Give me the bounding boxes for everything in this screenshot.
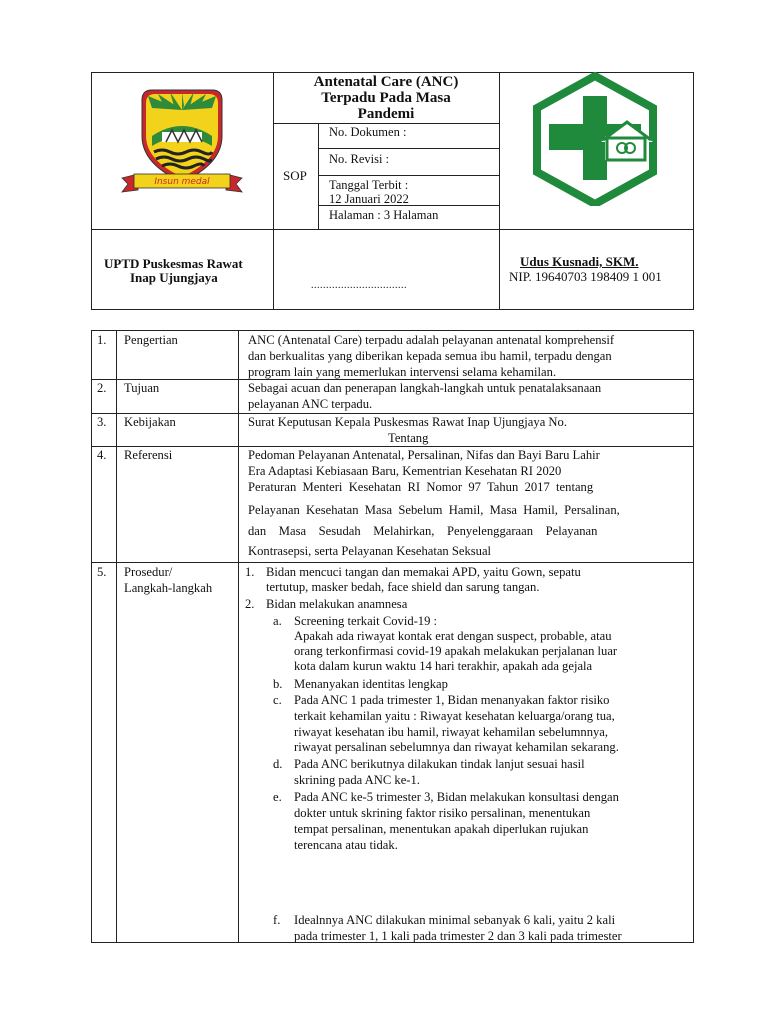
body-border-right	[693, 330, 694, 943]
substep-e-mark: e.	[273, 790, 282, 804]
logo-ribbon-text: Insun medal	[154, 177, 210, 187]
header-title-divider	[273, 123, 499, 124]
row-1-line-1: ANC (Antenatal Care) terpadu adalah pelayanan antenatal komprehensif	[248, 333, 615, 347]
org-name-line-1: UPTD Puskesmas Rawat	[104, 256, 243, 271]
substep-c-line-3: riwayat kesehatan ibu hamil, riwayat kehamilan sebelumnnya,	[294, 725, 609, 739]
signature-dots: ................................	[311, 280, 407, 291]
substep-b-line-1: Menanyakan identitas lengkap	[294, 677, 448, 691]
row-2-line-2: pelayanan ANC terpadu.	[248, 397, 373, 411]
row-5-label-line-1: Prosedur/	[124, 565, 173, 579]
row-1-number: 1.	[97, 333, 107, 347]
title-line-2: Terpadu Pada Masa	[321, 90, 451, 106]
substep-f-mark: f.	[273, 913, 281, 927]
header-border-right	[693, 72, 694, 310]
substep-b-mark: b.	[273, 677, 283, 691]
row-divider-2	[91, 413, 694, 414]
body-col-divider-2	[238, 330, 239, 943]
step-1-number: 1.	[245, 565, 255, 579]
row-2-label: Tujuan	[124, 381, 160, 395]
substep-a-line-4: kota dalam kurun waktu 14 hari terakhir, apakah ada gejala	[294, 659, 593, 673]
step-1-line-2: tertutup, masker bedah, face shield dan sarung tangan.	[266, 580, 540, 594]
substep-e-line-3: tempat persalinan, menentukan apakah diperlukan rujukan	[294, 822, 589, 836]
body-border-left	[91, 330, 92, 943]
head-name: Udus Kusnadi, SKM.	[520, 254, 639, 269]
row-4-line-1: Pedoman Pelayanan Antenatal, Persalinan, Nifas dan Bayi Baru Lahir	[248, 448, 600, 462]
step-1-line-1: Bidan mencuci tangan dan memakai APD, yaitu Gown, sepatu	[266, 565, 581, 579]
title-line-1: Antenatal Care (ANC)	[313, 74, 459, 90]
header-row-divider-1	[318, 148, 499, 149]
substep-f-line-2: pada trimester 1, 1 kali pada trimester 2 dan 3 kali pada trimester	[294, 929, 622, 943]
header-border-left	[91, 72, 92, 310]
row-1-line-2: dan berkualitas yang diberikan kepada semua ibu hamil, terpadu dengan	[248, 349, 612, 363]
step-2-number: 2.	[245, 597, 255, 611]
row-4-number: 4.	[97, 448, 107, 462]
substep-a-line-1: Screening terkait Covid-19 :	[294, 614, 438, 628]
row-4-label: Referensi	[124, 448, 173, 462]
row-2-number: 2.	[97, 381, 107, 395]
row-3-number: 3.	[97, 415, 107, 429]
substep-e-line-1: Pada ANC ke-5 trimester 3, Bidan melakukan konsultasi dengan	[294, 790, 619, 804]
header-sop-divider	[318, 123, 319, 230]
row-5-number: 5.	[97, 565, 107, 579]
regional-shield-logo	[118, 86, 246, 198]
row-5-label-line-2: Langkah-langkah	[124, 581, 213, 595]
row-1-line-3: program lain yang memerlukan intervensi selama kehamilan.	[248, 365, 557, 379]
substep-e-line-2: dokter untuk skrining faktor risiko persalinan, menentukan	[294, 806, 591, 820]
substep-d-line-2: skrining pada ANC ke-1.	[294, 773, 420, 787]
title-line-3: Pandemi	[357, 106, 415, 122]
substep-c-line-4: riwayat persalinan sebelumnya dan riwayat kehamilan sekarang.	[294, 740, 619, 754]
sop-label: SOP	[283, 168, 307, 183]
no-dokumen: No. Dokumen :	[329, 125, 407, 139]
substep-a-line-3: orang terkonfirmasi covid-19 apakah melakukan perjalanan luar	[294, 644, 618, 658]
row-4-line-5: dan Masa Sesudah Melahirkan, Penyelenggaraan Pelayanan	[248, 524, 598, 538]
document-title	[276, 74, 496, 122]
puskesmas-logo	[531, 72, 659, 206]
substep-d-mark: d.	[273, 757, 283, 771]
step-2-line: Bidan melakukan anamnesa	[266, 597, 408, 611]
header-border-bottom	[91, 309, 694, 310]
tanggal-terbit-value: 12 Januari 2022	[329, 192, 409, 206]
row-4-line-6: Kontrasepsi, serta Pelayanan Kesehatan Seksual	[248, 544, 492, 558]
substep-f-line-1: Idealnnya ANC dilakukan minimal sebanyak 6 kali, yaitu 2 kali	[294, 913, 616, 927]
body-border-top	[91, 330, 694, 331]
header-col-divider-2	[499, 72, 500, 310]
row-4-line-4: Pelayanan Kesehatan Masa Sebelum Hamil, Masa Hamil, Persalinan,	[248, 503, 620, 517]
row-4-line-2: Era Adaptasi Kebiasaan Baru, Kementrian Kesehatan RI 2020	[248, 464, 562, 478]
substep-a-mark: a.	[273, 614, 282, 628]
substep-e-line-4: terencana atau tidak.	[294, 838, 398, 852]
substep-c-line-2: terkait kehamilan yaitu : Riwayat kesehatan keluarga/orang tua,	[294, 709, 615, 723]
header-col-divider-1	[273, 72, 274, 310]
org-name-line-2: Inap Ujungjaya	[130, 270, 218, 285]
row-divider-4	[91, 562, 694, 563]
row-4-line-3: Peraturan Menteri Kesehatan RI Nomor 97 Tahun 2017 tentang	[248, 480, 594, 494]
row-3-line-1: Surat Keputusan Kepala Puskesmas Rawat Inap Ujungjaya No.	[248, 415, 567, 429]
row-2-line-1: Sebagai acuan dan penerapan langkah-langkah untuk penatalaksanaan	[248, 381, 602, 395]
header-row-divider-2	[318, 175, 499, 176]
row-1-label: Pengertian	[124, 333, 178, 347]
substep-d-line-1: Pada ANC berikutnya dilakukan tindak lanjut sesuai hasil	[294, 757, 585, 771]
substep-c-line-1: Pada ANC 1 pada trimester 1, Bidan menanyakan faktor risiko	[294, 693, 610, 707]
head-nip: NIP. 19640703 198409 1 001	[509, 269, 662, 284]
substep-a-line-2: Apakah ada riwayat kontak erat dengan suspect, probable, atau	[294, 629, 612, 643]
no-revisi: No. Revisi :	[329, 152, 390, 166]
substep-c-mark: c.	[273, 693, 282, 707]
header-divider	[91, 229, 694, 230]
row-3-label: Kebijakan	[124, 415, 176, 429]
halaman: Halaman : 3 Halaman	[329, 208, 439, 222]
tanggal-terbit-label: Tanggal Terbit :	[329, 178, 409, 192]
body-col-divider-1	[116, 330, 117, 943]
row-3-line-2: Tentang	[388, 431, 429, 445]
